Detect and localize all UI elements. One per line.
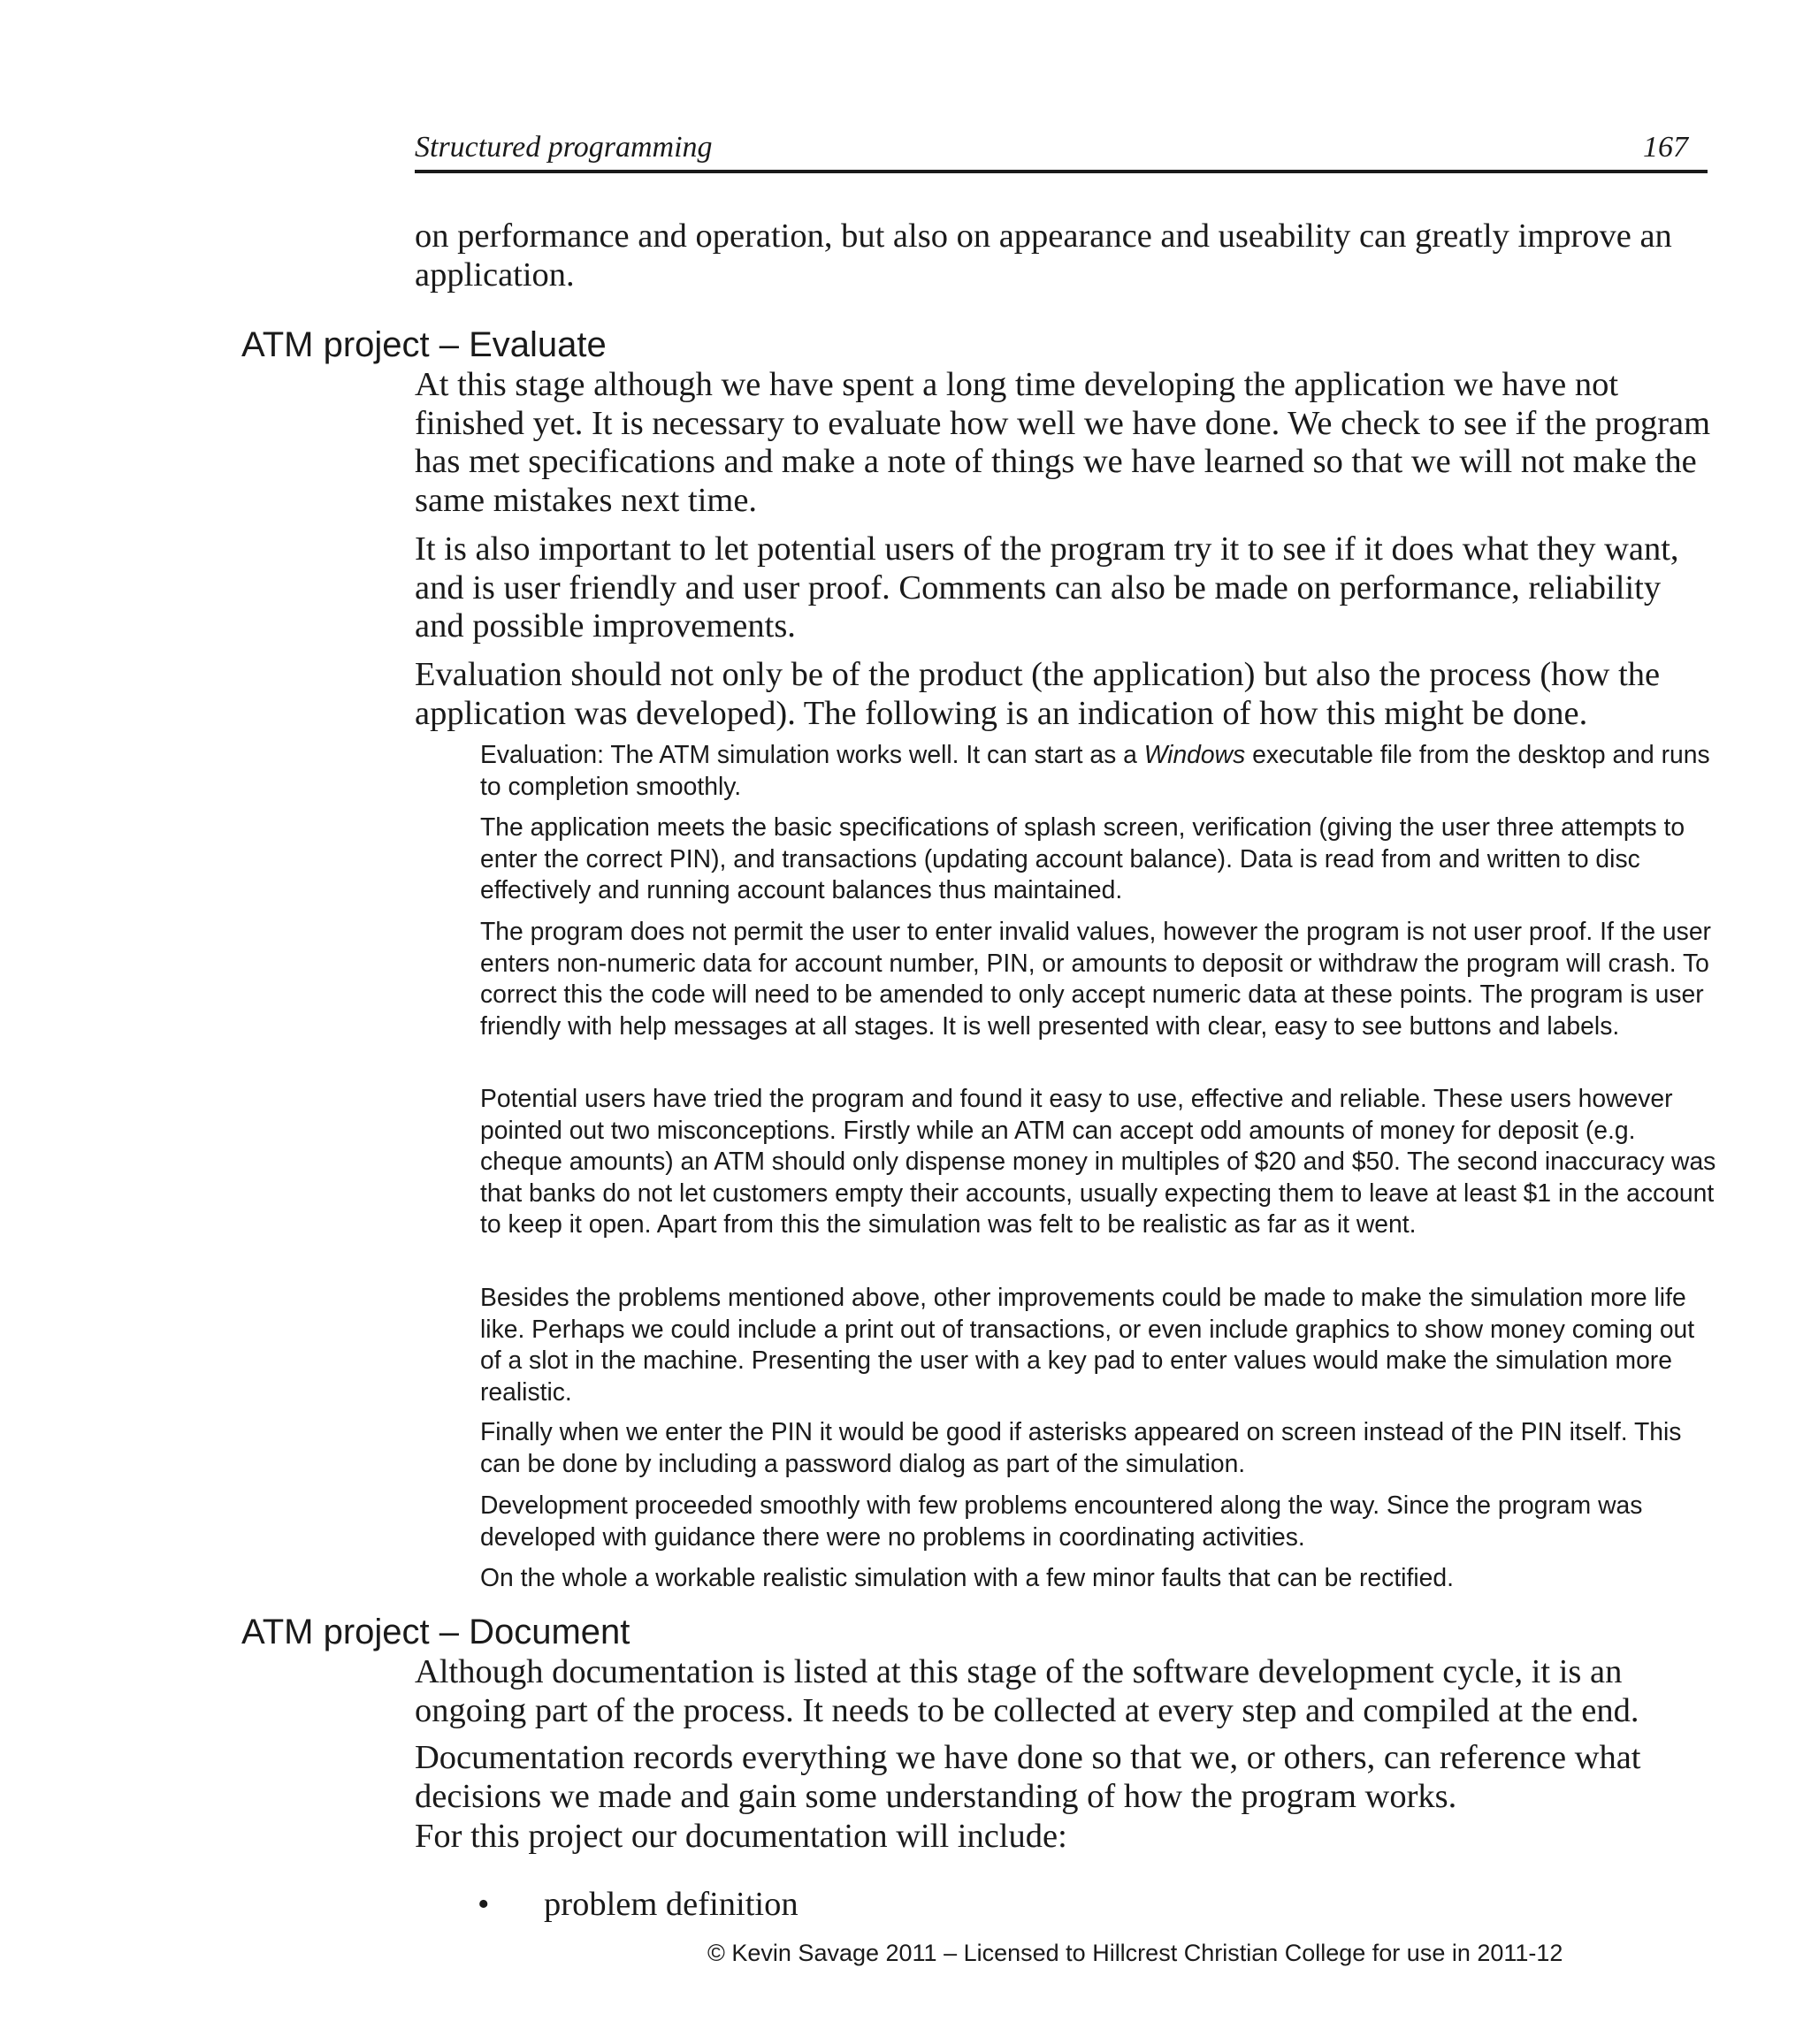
evaluation-example-paragraph-2: The application meets the basic specifications of splash screen, verification (giving the user three attempts to enter the correct PIN), and transactions (updating account balance). Data is read from and written to disc effectively and running account balances thus maintained. <box>480 812 1685 904</box>
evaluation-example-paragraph-4: Potential users have tried the program and found it easy to use, effective and reliable. These users however pointed out two misconceptions. Firstly while an ATM can accept odd amounts of money for deposit (e.g. cheque amounts) an ATM should only dispense money in multiples of $20 and $50. The second inaccuracy was that banks do not let customers empty their accounts, usually expecting them to leave at least $1 in the account to keep it open. Apart from this the simulation was felt to be realistic as far as it went. <box>480 1084 1716 1238</box>
evaluate-paragraph-3: Evaluation should not only be of the product (the application) but also the process (how the application was developed). The following is an indication of how this might be done. <box>415 656 1661 732</box>
bullet-icon: • <box>478 1886 490 1923</box>
running-header <box>415 124 1708 173</box>
intro-continuation-paragraph: on performance and operation, but also on appearance and useability can greatly improve an application. <box>415 217 1672 294</box>
evaluation-example-paragraph-1 <box>480 739 1718 802</box>
list-item-text: problem definition <box>544 1886 799 1923</box>
evaluate-paragraph-1: At this stage although we have spent a long time developing the application we have not finished yet. It is necessary to evaluate how well we have done. We check to see if the program has met specifications and make a note of things we have learned so that we will not make the same mistakes next time. <box>415 366 1711 519</box>
chapter-title: Structured programming <box>415 131 713 164</box>
evaluation-example-paragraph-3: The program does not permit the user to enter invalid values, however the program is not user proof. If the user enters non-numeric data for account number, PIN, or amounts to deposit or withdraw the program will crash. To correct this the code will need to be amended to only accept numeric data at these points. The program is user friendly with help messages at all stages. It is well presented with clear, easy to see buttons and labels. <box>480 917 1711 1040</box>
evaluation-text-end: executable file from the desktop and runs to completion smoothly. <box>480 740 1710 800</box>
document-paragraph-1: Although documentation is listed at this stage of the software development cycle, it is an ongoing part of the process. It needs to be collected at every step and compiled at the end. <box>415 1653 1639 1729</box>
evaluation-example-paragraph-6: Finally when we enter the PIN it would be good if asterisks appeared on screen instead of the PIN itself. This can be done by including a password dialog as part of the simulation. <box>480 1417 1682 1477</box>
evaluation-example-paragraph-7: Development proceeded smoothly with few problems encountered along the way. Since the program was developed with guidance there were no problems in coordinating activities. <box>480 1491 1643 1551</box>
document-paragraph-3: For this project our documentation will include: <box>415 1818 1067 1855</box>
evaluation-text-start: Evaluation: The ATM simulation works well. It can start as a <box>480 740 1144 768</box>
windows-italic-term: Windows <box>1143 740 1246 768</box>
document-heading: ATM project – Document <box>241 1613 630 1651</box>
evaluation-example-paragraph-5: Besides the problems mentioned above, other improvements could be made to make the simulation more life like. Perhaps we could include a print out of transactions, or even include graphics to show money coming out of a slot in the machine. Presenting the user with a key pad to enter values would make the simulation more realistic. <box>480 1283 1695 1406</box>
document-paragraph-2: Documentation records everything we have done so that we, or others, can reference what decisions we made and gain some understanding of how the program works. <box>415 1739 1641 1815</box>
evaluate-paragraph-2: It is also important to let potential users of the program try it to see if it does what they want, and is user friendly and user proof. Comments can also be made on performance, reliability and possible improvements. <box>415 530 1679 644</box>
copyright-footer: © Kevin Savage 2011 – Licensed to Hillcrest Christian College for use in 2011-12 <box>707 1940 1563 1966</box>
evaluate-heading: ATM project – Evaluate <box>241 325 607 364</box>
evaluation-example-paragraph-8: On the whole a workable realistic simulation with a few minor faults that can be rectified. <box>480 1563 1454 1591</box>
page-number: 167 <box>1643 131 1688 164</box>
